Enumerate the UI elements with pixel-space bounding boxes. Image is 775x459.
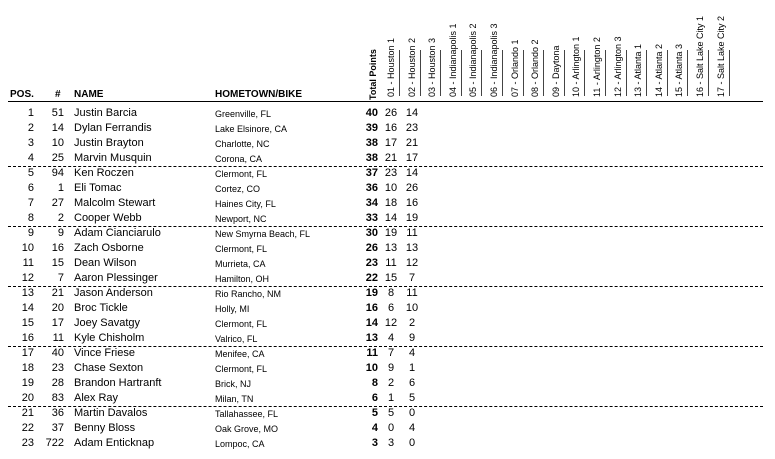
total-points-cell: 5	[371, 407, 378, 419]
round2-points-cell: 17	[405, 152, 419, 164]
rider-name-cell: Cooper Webb	[74, 212, 142, 224]
rider-name-cell: Adam Cianciarulo	[74, 227, 161, 239]
round1-points-cell: 19	[384, 227, 398, 239]
round1-points-cell: 10	[384, 182, 398, 194]
table-row	[0, 286, 775, 301]
round1-points-cell: 8	[387, 287, 395, 299]
table-row	[0, 196, 775, 211]
round2-points-cell: 21	[405, 137, 419, 149]
round2-points-cell: 12	[405, 257, 419, 269]
rider-name-cell: Benny Bloss	[74, 422, 136, 434]
table-row	[0, 316, 775, 331]
round2-points-cell: 2	[408, 317, 416, 329]
header-round-6: 06 - Indianapolis 3	[489, 23, 499, 97]
total-points-cell: 19	[365, 287, 378, 299]
round-column-rule	[420, 50, 421, 96]
hometown-cell: Clermont, FL	[215, 319, 268, 329]
total-points-cell: 13	[365, 332, 378, 344]
hometown-cell: Lake Elsinore, CA	[215, 124, 288, 134]
number-cell: 25	[51, 152, 64, 164]
round2-points-cell: 4	[408, 422, 416, 434]
total-points-cell: 37	[365, 167, 378, 179]
header-hometown: HOMETOWN/BIKE	[215, 89, 303, 100]
header-divider	[8, 101, 763, 102]
table-row	[0, 421, 775, 436]
round1-points-cell: 17	[384, 137, 398, 149]
round1-points-cell: 21	[384, 152, 398, 164]
position-cell: 16	[21, 332, 34, 344]
number-cell: 21	[51, 287, 64, 299]
position-cell: 5	[27, 167, 34, 179]
header-round-16: 16 - Salt Lake City 1	[695, 15, 705, 97]
hometown-cell: Hamilton, OH	[215, 274, 270, 284]
round1-points-cell: 3	[387, 437, 395, 449]
header-round-1: 01 - Houston 1	[386, 37, 396, 97]
rider-name-cell: Justin Barcia	[74, 107, 137, 119]
rider-name-cell: Kyle Chisholm	[74, 332, 145, 344]
round-column-rule	[605, 50, 606, 96]
table-row	[0, 181, 775, 196]
round1-points-cell: 12	[384, 317, 398, 329]
number-cell: 7	[57, 272, 64, 284]
round2-points-cell: 7	[408, 272, 416, 284]
hometown-cell: Newport, NC	[215, 214, 267, 224]
number-cell: 36	[51, 407, 64, 419]
number-cell: 51	[51, 107, 64, 119]
rider-name-cell: Broc Tickle	[74, 302, 128, 314]
rider-name-cell: Dylan Ferrandis	[74, 122, 152, 134]
round2-points-cell: 19	[405, 212, 419, 224]
rider-name-cell: Zach Osborne	[74, 242, 144, 254]
round1-points-cell: 7	[387, 347, 395, 359]
round-column-rule	[708, 50, 709, 96]
round-column-rule	[523, 50, 524, 96]
header-round-12: 12 - Arlington 3	[612, 36, 623, 97]
hometown-cell: Holly, MI	[215, 304, 250, 314]
rider-name-cell: Ken Roczen	[74, 167, 134, 179]
round-column-rule	[399, 50, 400, 96]
table-row	[0, 121, 775, 136]
header-round-10: 10 - Arlington 1	[571, 36, 582, 97]
number-cell: 83	[51, 392, 64, 404]
number-cell: 1	[57, 182, 64, 194]
number-cell: 9	[57, 227, 64, 239]
number-cell: 14	[51, 122, 64, 134]
table-row	[0, 406, 775, 421]
total-points-cell: 16	[365, 302, 378, 314]
hometown-cell: Charlotte, NC	[215, 139, 270, 149]
round2-points-cell: 14	[405, 167, 419, 179]
header-round-17: 17 - Salt Lake City 2	[715, 15, 726, 97]
round2-points-cell: 23	[405, 122, 419, 134]
hometown-cell: Milan, TN	[215, 394, 254, 404]
round-column-rule	[667, 50, 668, 96]
round-column-rule	[502, 50, 503, 96]
hometown-cell: Valrico, FL	[215, 334, 258, 344]
hometown-cell: Oak Grove, MO	[215, 424, 279, 434]
round1-points-cell: 15	[384, 272, 398, 284]
number-cell: 10	[51, 137, 64, 149]
hometown-cell: New Smyrna Beach, FL	[215, 229, 311, 239]
round2-points-cell: 14	[405, 107, 419, 119]
number-cell: 2	[57, 212, 64, 224]
number-cell: 28	[51, 377, 64, 389]
total-points-cell: 38	[365, 152, 378, 164]
hometown-cell: Greenville, FL	[215, 109, 272, 119]
position-cell: 20	[21, 392, 34, 404]
round2-points-cell: 5	[408, 392, 416, 404]
rider-name-cell: Vince Friese	[74, 347, 135, 359]
hometown-cell: Clermont, FL	[215, 364, 268, 374]
round-column-rule	[543, 50, 544, 96]
header-round-7: 07 - Orlando 1	[509, 39, 520, 97]
number-cell: 722	[45, 437, 64, 449]
round1-points-cell: 6	[387, 302, 395, 314]
position-cell: 1	[27, 107, 34, 119]
total-points-cell: 4	[371, 422, 378, 434]
round1-points-cell: 5	[387, 407, 395, 419]
round2-points-cell: 1	[408, 362, 416, 374]
header-number: #	[55, 89, 61, 100]
round2-points-cell: 11	[406, 227, 418, 239]
position-cell: 13	[21, 287, 34, 299]
hometown-cell: Lompoc, CA	[215, 439, 265, 449]
header-round-15: 15 - Atlanta 3	[674, 43, 685, 97]
total-points-cell: 36	[365, 182, 378, 194]
rider-name-cell: Aaron Plessinger	[74, 272, 158, 284]
table-row	[0, 226, 775, 241]
round1-points-cell: 1	[387, 392, 395, 404]
header-round-11: 11 - Arlington 2	[592, 37, 602, 97]
rider-name-cell: Chase Sexton	[74, 362, 144, 374]
header-pos: POS.	[10, 89, 34, 100]
rider-name-cell: Justin Brayton	[74, 137, 144, 149]
hometown-cell: Haines City, FL	[215, 199, 276, 209]
round1-points-cell: 9	[387, 362, 395, 374]
total-points-cell: 23	[365, 257, 378, 269]
number-cell: 40	[51, 347, 64, 359]
round1-points-cell: 18	[384, 197, 398, 209]
round-column-rule	[729, 50, 730, 96]
number-cell: 11	[52, 332, 64, 344]
table-row	[0, 331, 775, 346]
hometown-cell: Brick, NJ	[215, 379, 251, 389]
rider-name-cell: Marvin Musquin	[74, 152, 152, 164]
position-cell: 9	[27, 227, 34, 239]
round-column-rule	[626, 50, 627, 96]
rider-name-cell: Malcolm Stewart	[74, 197, 156, 209]
number-cell: 20	[51, 302, 64, 314]
round1-points-cell: 23	[384, 167, 398, 179]
round1-points-cell: 11	[385, 257, 397, 269]
rider-name-cell: Eli Tomac	[74, 182, 122, 194]
number-cell: 94	[51, 167, 64, 179]
round2-points-cell: 16	[405, 197, 419, 209]
round2-points-cell: 10	[405, 302, 419, 314]
hometown-cell: Clermont, FL	[215, 244, 268, 254]
total-points-cell: 8	[371, 377, 378, 389]
table-row	[0, 211, 775, 226]
table-row	[0, 106, 775, 121]
round1-points-cell: 16	[384, 122, 398, 134]
hometown-cell: Cortez, CO	[215, 184, 261, 194]
position-cell: 11	[22, 257, 34, 269]
number-cell: 27	[51, 197, 64, 209]
total-points-cell: 39	[365, 122, 378, 134]
position-cell: 7	[27, 197, 34, 209]
hometown-cell: Menifee, CA	[215, 349, 265, 359]
total-points-cell: 30	[365, 227, 378, 239]
round-column-rule	[461, 50, 462, 96]
total-points-cell: 38	[365, 137, 378, 149]
round-column-rule	[646, 50, 647, 96]
table-row	[0, 166, 775, 181]
round1-points-cell: 26	[384, 107, 398, 119]
header-round-14: 14 - Atlanta 2	[653, 43, 664, 97]
header-round-13: 13 - Atlanta 1	[633, 43, 644, 97]
table-row	[0, 241, 775, 256]
hometown-cell: Clermont, FL	[215, 169, 268, 179]
position-cell: 2	[27, 122, 34, 134]
position-cell: 10	[21, 242, 34, 254]
round2-points-cell: 0	[408, 437, 416, 449]
round2-points-cell: 6	[408, 377, 416, 389]
rider-name-cell: Alex Ray	[74, 392, 119, 404]
position-cell: 15	[21, 317, 34, 329]
round-column-rule	[564, 50, 565, 96]
header-round-4: 04 - Indianapolis 1	[447, 23, 458, 97]
total-points-cell: 10	[365, 362, 378, 374]
header-total-points: Total Points	[368, 49, 378, 100]
header-name: NAME	[74, 89, 104, 100]
round1-points-cell: 13	[384, 242, 398, 254]
round1-points-cell: 0	[387, 422, 395, 434]
total-points-cell: 11	[366, 347, 378, 359]
position-cell: 6	[27, 182, 34, 194]
round-column-rule	[584, 50, 585, 96]
position-cell: 4	[27, 152, 34, 164]
total-points-cell: 3	[371, 437, 378, 449]
number-cell: 37	[51, 422, 64, 434]
position-cell: 14	[21, 302, 34, 314]
round2-points-cell: 0	[408, 407, 416, 419]
round2-points-cell: 11	[406, 287, 418, 299]
header-round-8: 08 - Orlando 2	[530, 39, 541, 97]
table-row	[0, 376, 775, 391]
rider-name-cell: Brandon Hartranft	[74, 377, 162, 389]
position-cell: 23	[21, 437, 34, 449]
rider-name-cell: Jason Anderson	[74, 287, 153, 299]
header-round-2: 02 - Houston 2	[406, 37, 417, 97]
table-row	[0, 256, 775, 271]
round1-points-cell: 14	[384, 212, 398, 224]
total-points-cell: 33	[365, 212, 378, 224]
rider-name-cell: Adam Enticknap	[74, 437, 155, 449]
table-row	[0, 136, 775, 151]
total-points-cell: 22	[365, 272, 378, 284]
round2-points-cell: 26	[405, 182, 419, 194]
total-points-cell: 34	[365, 197, 378, 209]
number-cell: 23	[51, 362, 64, 374]
position-cell: 8	[27, 212, 34, 224]
table-row	[0, 361, 775, 376]
total-points-cell: 6	[371, 392, 378, 404]
table-row	[0, 391, 775, 406]
round2-points-cell: 13	[405, 242, 419, 254]
total-points-cell: 14	[365, 317, 378, 329]
position-cell: 17	[21, 347, 34, 359]
position-cell: 21	[21, 407, 34, 419]
round-column-rule	[687, 50, 688, 96]
rider-name-cell: Joey Savatgy	[74, 317, 141, 329]
header-round-9: 09 - Daytona	[550, 45, 561, 97]
header-round-3: 03 - Houston 3	[427, 37, 438, 97]
number-cell: 16	[51, 242, 64, 254]
table-row	[0, 346, 775, 361]
position-cell: 18	[21, 362, 34, 374]
hometown-cell: Corona, CA	[215, 154, 263, 164]
table-row	[0, 271, 775, 286]
hometown-cell: Tallahassee, FL	[215, 409, 279, 419]
position-cell: 12	[21, 272, 34, 284]
hometown-cell: Murrieta, CA	[215, 259, 266, 269]
round2-points-cell: 4	[408, 347, 416, 359]
position-cell: 3	[27, 137, 34, 149]
round2-points-cell: 9	[408, 332, 416, 344]
table-row	[0, 436, 775, 451]
round-column-rule	[481, 50, 482, 96]
total-points-cell: 26	[365, 242, 378, 254]
table-row	[0, 151, 775, 166]
number-cell: 15	[51, 257, 64, 269]
round-column-rule	[440, 50, 441, 96]
number-cell: 17	[51, 317, 64, 329]
hometown-cell: Rio Rancho, NM	[215, 289, 282, 299]
rider-name-cell: Dean Wilson	[74, 257, 137, 269]
round1-points-cell: 4	[387, 332, 395, 344]
position-cell: 19	[21, 377, 34, 389]
header-round-5: 05 - Indianapolis 2	[468, 23, 479, 97]
rider-name-cell: Martin Davalos	[74, 407, 148, 419]
table-row	[0, 301, 775, 316]
total-points-cell: 40	[365, 107, 378, 119]
round1-points-cell: 2	[387, 377, 395, 389]
position-cell: 22	[21, 422, 34, 434]
